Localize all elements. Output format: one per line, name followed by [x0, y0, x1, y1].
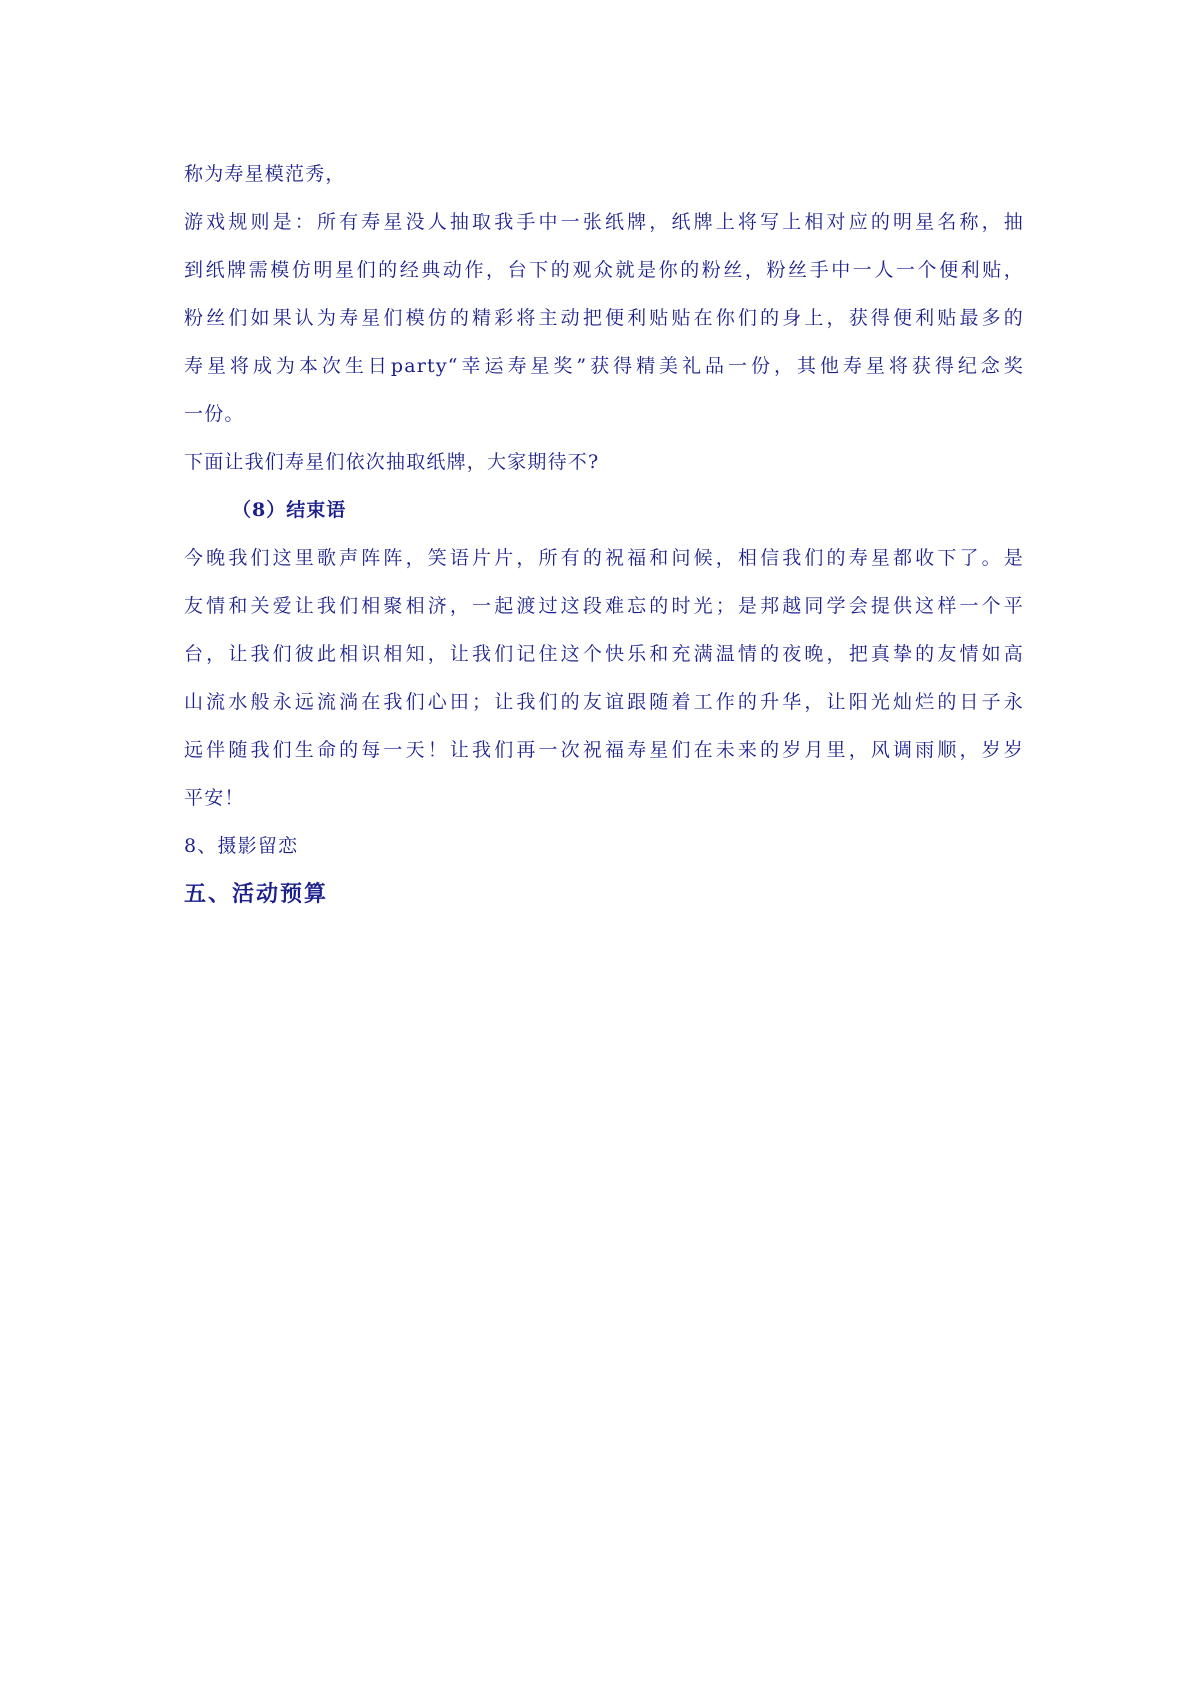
text-line-rules-5: 一份。: [184, 403, 245, 425]
text-line-closing-2: 友情和关爱让我们相聚相济，一起渡过这段难忘的时光；是邦越同学会提供这样一个平: [184, 595, 1024, 617]
text-line-rules-1: 游戏规则是：所有寿星没人抽取我手中一张纸牌，纸牌上将写上相对应的明星名称，抽: [184, 211, 1024, 233]
text-line-closing-6: 平安！: [184, 787, 245, 809]
text-line-rules-2: 到纸牌需模仿明星们的经典动作，台下的观众就是你的粉丝，粉丝手中一人一个便利贴，: [184, 259, 1024, 281]
section-heading-budget: 五、活动预算: [184, 881, 329, 907]
document-body: [184, 150, 1024, 918]
text-line-rules-3: 粉丝们如果认为寿星们模仿的精彩将主动把便利贴贴在你们的身上，获得便利贴最多的: [184, 307, 1024, 329]
text-line-intro: 称为寿星模范秀，: [184, 163, 346, 185]
text-line-rules-4: 寿星将成为本次生日party“幸运寿星奖”获得精美礼品一份，其他寿星将获得纪念奖: [184, 355, 1024, 377]
text-line-closing-5: 远伴随我们生命的每一天！让我们再一次祝福寿星们在未来的岁月里，风调雨顺，岁岁: [184, 739, 1024, 761]
photo-item: 8、摄影留恋: [184, 835, 299, 857]
text-line-closing-3: 台，让我们彼此相识相知，让我们记住这个快乐和充满温情的夜晚，把真挚的友情如高: [184, 643, 1024, 665]
text-line-draw: 下面让我们寿星们依次抽取纸牌，大家期待不?: [184, 451, 600, 473]
text-line-closing-4: 山流水般永远流淌在我们心田；让我们的友谊跟随着工作的升华，让阳光灿烂的日子永: [184, 691, 1024, 713]
closing-heading: （8）结束语: [232, 499, 347, 521]
text-line-closing-1: 今晚我们这里歌声阵阵，笑语片片，所有的祝福和问候，相信我们的寿星都收下了。是: [184, 547, 1024, 569]
